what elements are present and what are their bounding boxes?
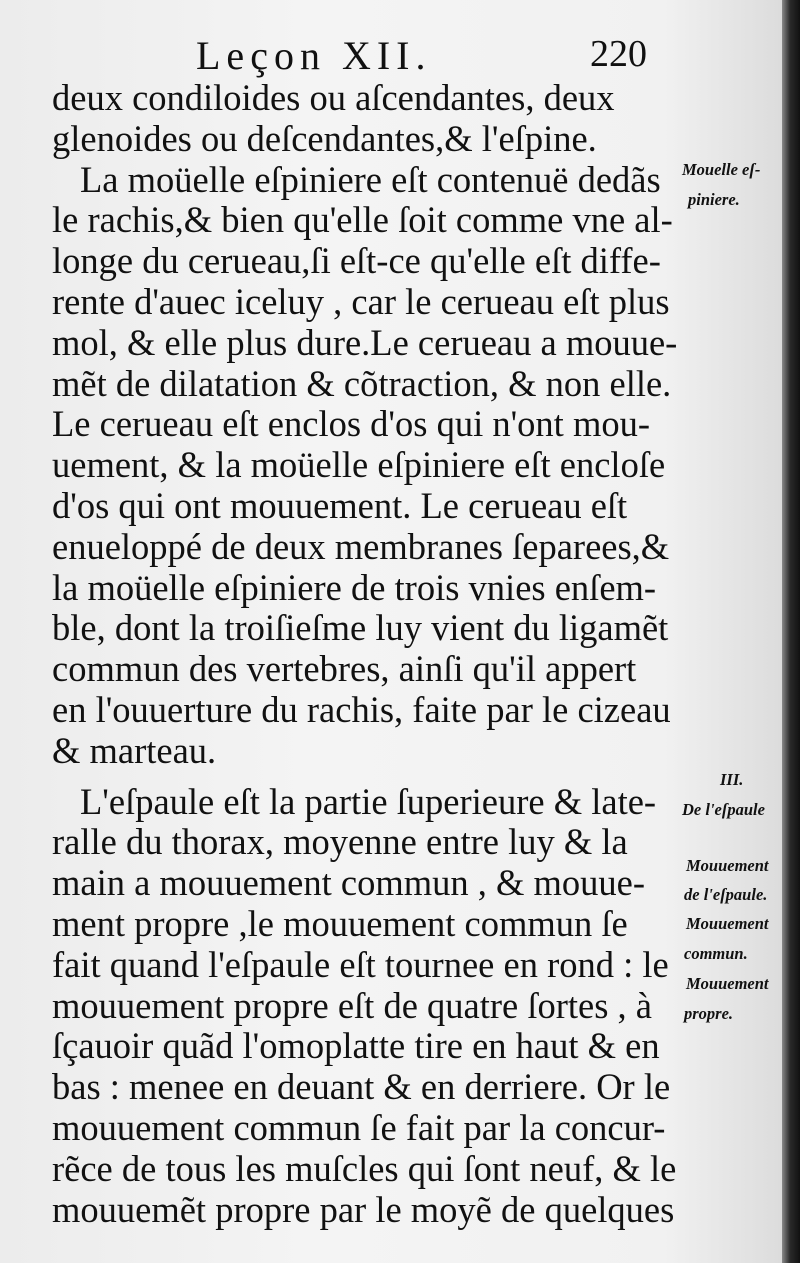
- text-line: en l'ouuerture du rachis, faite par le cizeau: [52, 688, 671, 730]
- margin-notes: [682, 0, 782, 1263]
- text-line: longe du cerueau,ſi eſt-ce qu'elle eſt diffe-: [52, 240, 661, 282]
- margin-note: III.: [720, 770, 744, 789]
- text-line: d'os qui ont mouuement. Le cerueau eſt: [52, 484, 628, 526]
- text-line: bas : menee en deuant & en derriere. Or le: [52, 1066, 671, 1108]
- text-line: le rachis,& bien qu'elle ſoit comme vne al-: [52, 199, 673, 241]
- text-line: mouuemẽt propre par le moyẽ de quelques: [52, 1188, 675, 1230]
- text-line: ble, dont la troiſieſme luy vient du ligamẽt: [52, 607, 669, 649]
- margin-note: Mouuement: [686, 856, 769, 875]
- margin-note: Mouuement: [686, 914, 769, 933]
- page-number: 220: [590, 33, 647, 75]
- margin-note: Mouelle eſ-: [682, 160, 761, 179]
- margin-note: Mouuement: [686, 974, 769, 993]
- margin-note: commun.: [684, 944, 748, 963]
- text-line: glenoides ou deſcendantes,& l'eſpine.: [52, 117, 597, 159]
- text-line: main a mouuement commun , & mouue-: [52, 862, 646, 904]
- text-line: mouuement propre eſt de quatre ſortes , à: [52, 984, 653, 1026]
- text-line: mouuement commun ſe fait par la concur-: [52, 1106, 666, 1148]
- text-line: la moüelle eſpiniere de trois vnies enſem-: [52, 566, 657, 608]
- text-line: mẽt de dilatation & cõtraction, & non elle.: [52, 362, 672, 404]
- text-line: & marteau.: [52, 729, 217, 771]
- text-line: rente d'auec iceluy , car le cerueau eſt plus: [52, 280, 670, 322]
- chapter-title: Leçon XII.: [196, 33, 432, 78]
- text-line: rẽce de tous les muſcles qui ſont neuf, & le: [52, 1147, 677, 1189]
- text-line: Le cerueau eſt enclos d'os qui n'ont mou-: [52, 403, 650, 445]
- text-line: mol, & elle plus dure.Le cerueau a mouue-: [52, 321, 678, 363]
- body-text: [52, 78, 688, 1230]
- text-line: ſçauoir quãd l'omoplatte tire en haut & en: [52, 1025, 660, 1067]
- margin-note: de l'eſpaule.: [684, 885, 768, 904]
- text-line: ment propre ,le mouuement commun ſe: [52, 902, 628, 944]
- margin-note: piniere.: [688, 190, 740, 209]
- text-line: uement, & la moüelle eſpiniere eſt encloſe: [52, 444, 666, 486]
- paragraph-first-line: L'eſpaule eſt la partie ſuperieure & late-: [80, 780, 657, 822]
- margin-note: De l'eſpaule: [682, 800, 765, 819]
- margin-note: propre.: [684, 1004, 734, 1023]
- running-head: [0, 30, 782, 78]
- page-gutter-shadow: [782, 0, 800, 1263]
- text-line: enueloppé de deux membranes ſeparees,&: [52, 525, 670, 567]
- text-line: deux condiloides ou aſcendantes, deux: [52, 77, 615, 118]
- text-line: ralle du thorax, moyenne entre luy & la: [52, 821, 628, 863]
- paragraph-first-line: La moüelle eſpiniere eſt contenuë dedãs: [80, 158, 661, 200]
- text-line: commun des vertebres, ainſi qu'il appert: [52, 648, 637, 690]
- text-line: fait quand l'eſpaule eſt tournee en rond : le: [52, 943, 669, 985]
